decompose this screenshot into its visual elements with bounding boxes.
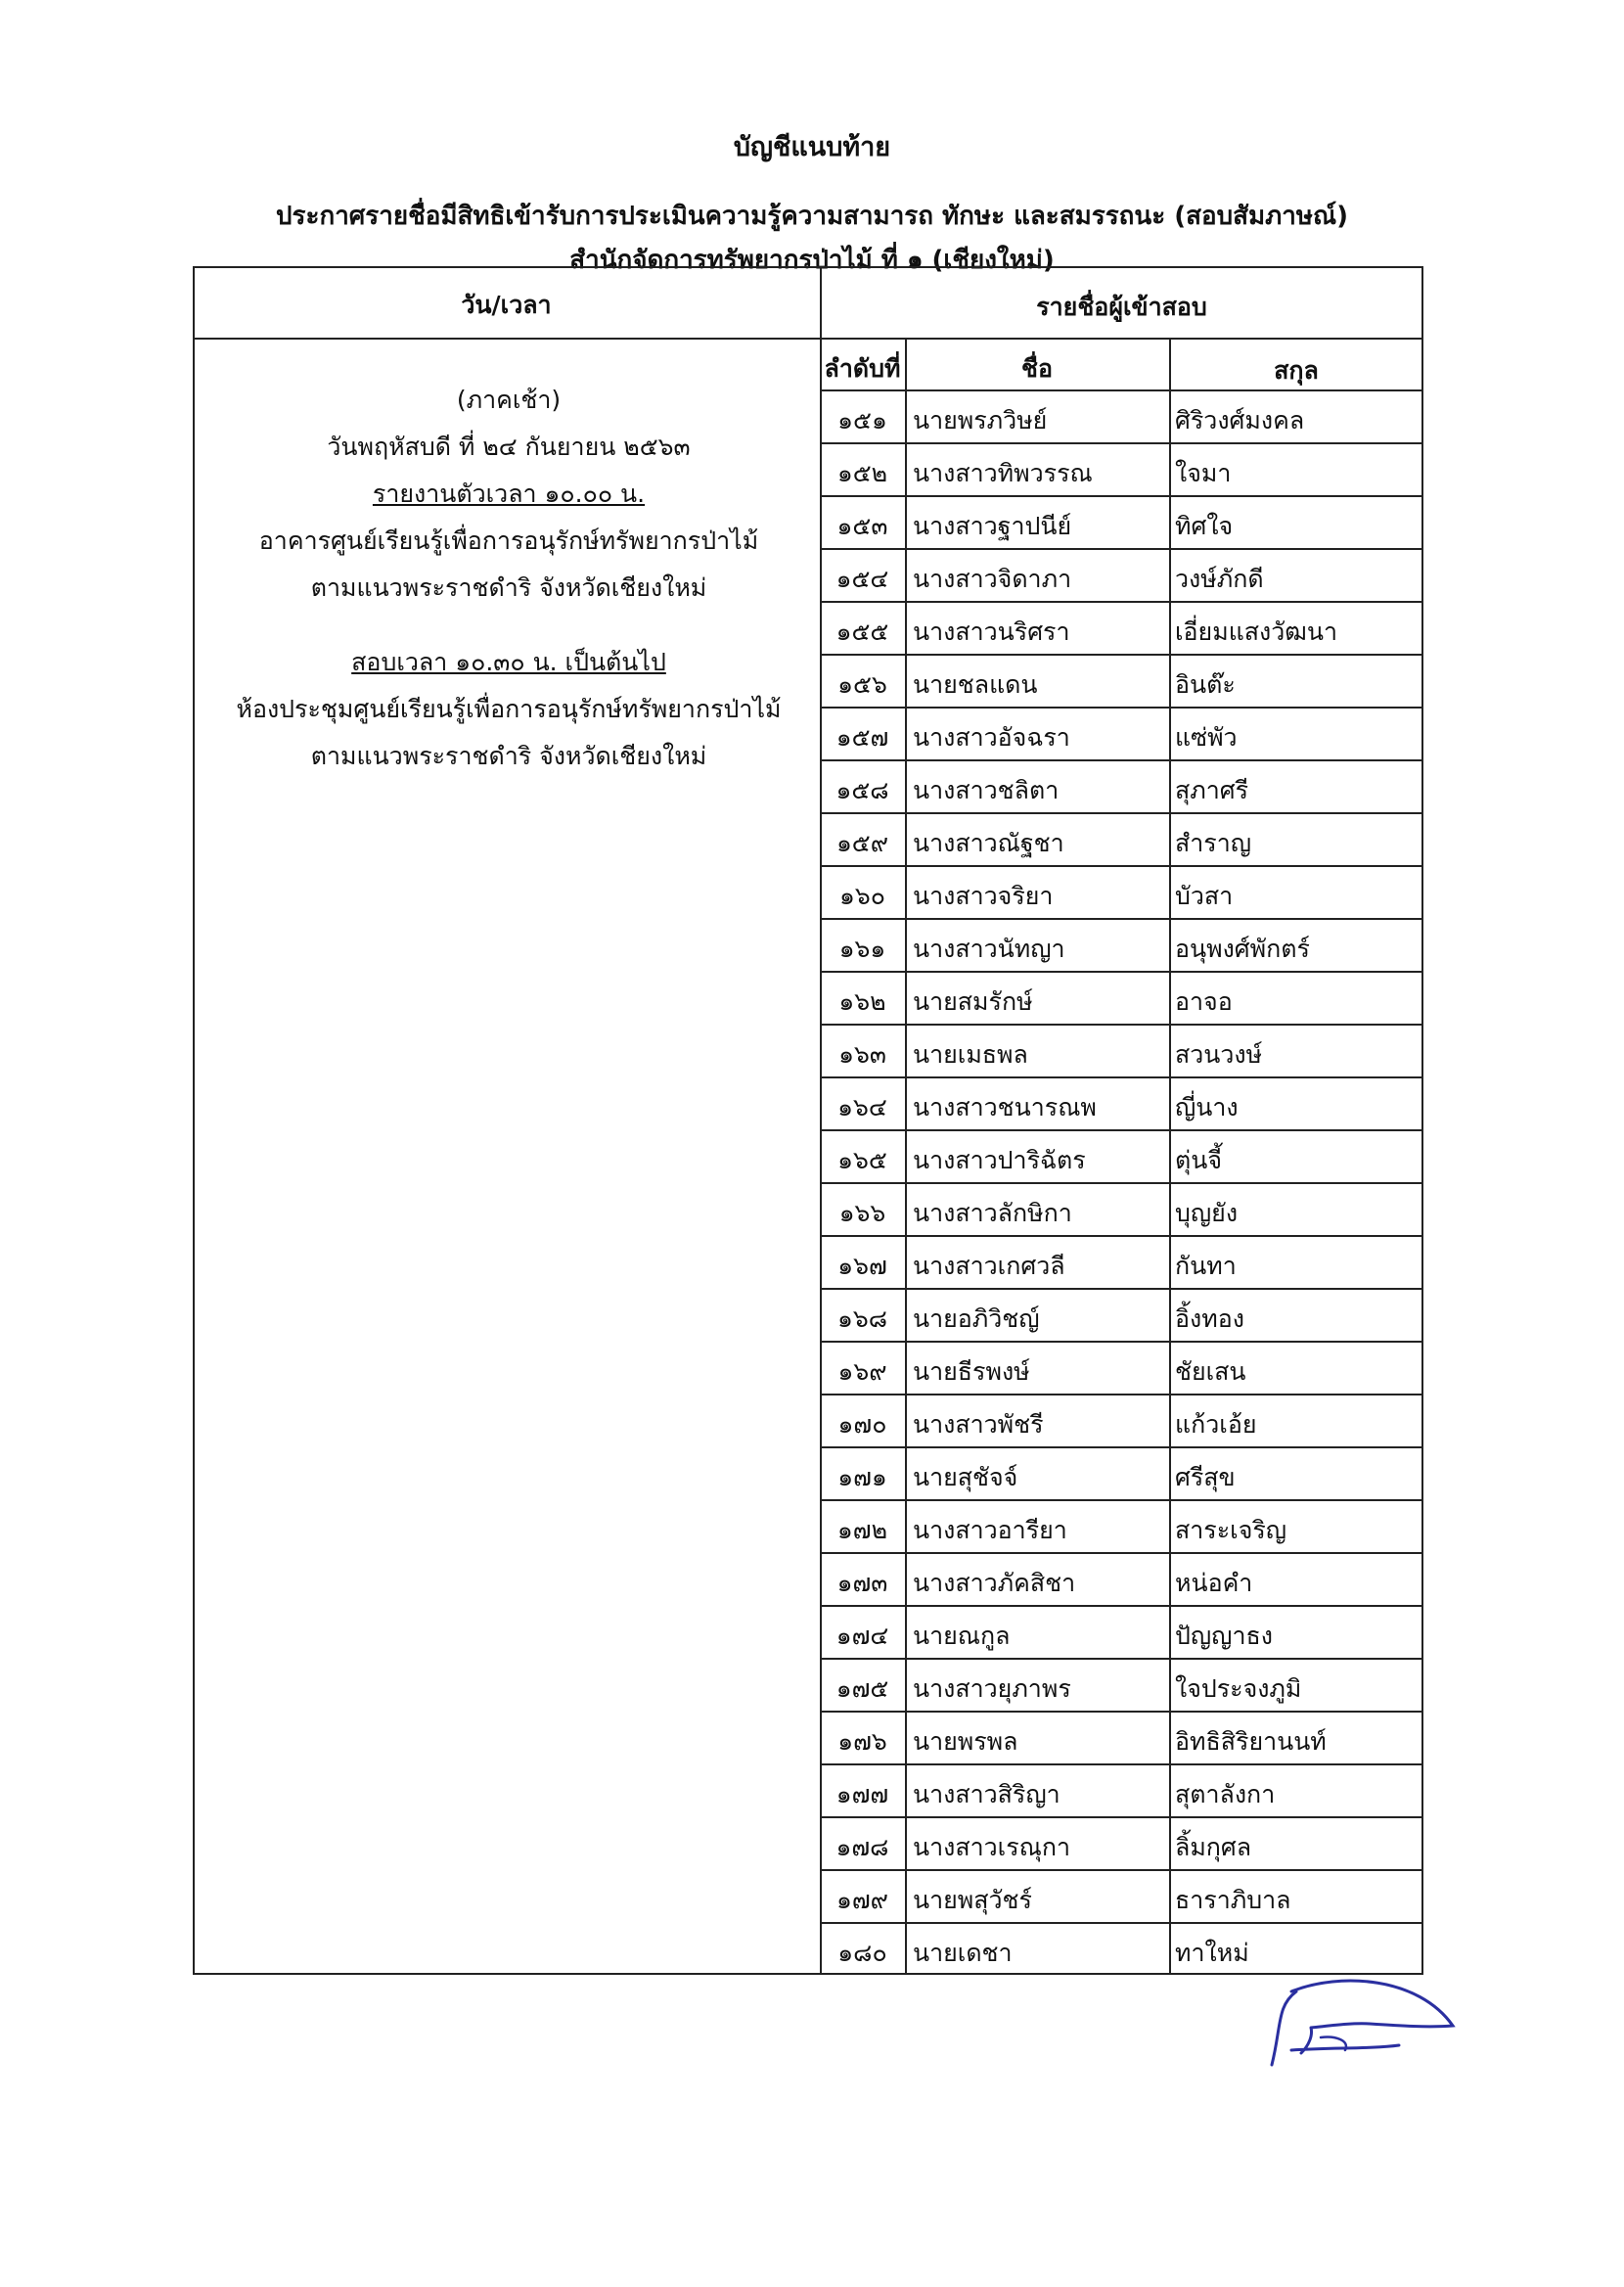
row-number: ๑๗๘: [835, 1833, 889, 1861]
report-place-line-1: อาคารศูนย์เรียนรู้เพื่อการอนุรักษ์ทรัพยากรป่าไม้: [258, 526, 759, 555]
header-datetime: วัน/เวลา: [461, 291, 552, 319]
row-last-name: บุญยัง: [1175, 1199, 1239, 1227]
row-number: ๑๕๔: [835, 565, 889, 593]
row-number: ๑๖๔: [837, 1093, 887, 1121]
row-divider: [820, 1605, 1423, 1607]
header-candidate-names: รายชื่อผู้เข้าสอบ: [1036, 293, 1207, 321]
row-last-name: แซ่พัว: [1175, 723, 1238, 752]
row-first-name: นายพรภวิษย์: [913, 406, 1048, 435]
row-divider: [820, 548, 1423, 550]
row-first-name: นางสาวทิพวรรณ: [913, 459, 1093, 487]
row-first-name: นางสาวณัฐชา: [913, 829, 1064, 857]
row-first-name: นายพสุวัชร์: [913, 1886, 1032, 1914]
row-first-name: นายชลแดน: [913, 670, 1038, 699]
row-first-name: นางสาวอัจฉรา: [913, 723, 1070, 752]
row-first-name: นางสาวชลิตา: [913, 776, 1060, 804]
row-divider: [820, 495, 1423, 497]
row-last-name: เอี่ยมแสงวัฒนา: [1175, 617, 1338, 646]
row-divider: [820, 1235, 1423, 1237]
row-number: ๑๖๐: [839, 882, 885, 910]
row-divider: [820, 1182, 1423, 1184]
row-number: ๑๕๕: [835, 617, 889, 646]
row-divider: [820, 707, 1423, 709]
row-number: ๑๖๓: [838, 1040, 886, 1069]
row-first-name: นายสุชัจจ์: [913, 1463, 1018, 1491]
row-number: ๑๕๙: [835, 829, 889, 857]
row-divider: [820, 865, 1423, 867]
header-last-name: สกุล: [1274, 356, 1319, 385]
row-first-name: นางสาวอารียา: [913, 1516, 1067, 1544]
row-last-name: ญี่นาง: [1175, 1093, 1239, 1121]
row-divider: [820, 601, 1423, 603]
row-number: ๑๖๑: [838, 935, 886, 963]
row-first-name: นางสาวพัชรี: [913, 1410, 1044, 1439]
row-first-name: นางสาวยุภาพร: [913, 1674, 1071, 1703]
row-first-name: นางสาวจิดาภา: [913, 565, 1072, 593]
row-last-name: สำราญ: [1175, 829, 1252, 857]
row-divider: [820, 1658, 1423, 1660]
row-divider: [820, 1341, 1423, 1343]
row-number: ๑๕๓: [836, 512, 888, 540]
row-first-name: นายณกูล: [913, 1622, 1011, 1650]
announcement-subtitle: ประกาศรายชื่อมีสิทธิเข้ารับการประเมินความรู้ความสามารถ ทักษะ และสมรรถนะ (สอบสัมภาษณ์): [276, 202, 1348, 231]
row-number: ๑๕๗: [835, 723, 889, 752]
report-place-line-2: ตามแนวพระราชดำริ จังหวัดเชียงใหม่: [310, 573, 707, 602]
report-time: รายงานตัวเวลา ๑๐.๐๐ น.: [372, 480, 646, 508]
row-divider: [820, 1446, 1423, 1448]
row-number: ๑๕๒: [836, 459, 888, 487]
row-number: ๑๗๗: [835, 1780, 889, 1808]
exam-date: วันพฤหัสบดี ที่ ๒๔ กันยายน ๒๕๖๓: [327, 433, 691, 461]
exam-place-line-1: ห้องประชุมศูนย์เรียนรู้เพื่อการอนุรักษ์ทรัพยากรป่าไม้: [236, 695, 782, 723]
row-divider: [820, 759, 1423, 761]
row-divider: [820, 1129, 1423, 1131]
row-first-name: นางสาวลักษิกา: [913, 1199, 1072, 1227]
row-first-name: นายอภิวิชญ์: [913, 1304, 1040, 1333]
row-last-name: อิ้งทอง: [1175, 1304, 1244, 1333]
row-number: ๑๗๖: [837, 1727, 887, 1756]
row-number: ๑๕๖: [837, 670, 887, 699]
row-last-name: อิทธิสิริยานนท์: [1175, 1727, 1327, 1756]
document-title: บัญชีแนบท้าย: [733, 132, 891, 162]
row-first-name: นางสาวนัทญา: [913, 935, 1065, 963]
row-number: ๑๗๙: [836, 1886, 888, 1914]
row-first-name: นางสาวนริศรา: [913, 617, 1070, 646]
row-last-name: บัวสา: [1175, 882, 1234, 910]
row-number: ๑๖๙: [837, 1357, 887, 1386]
row-number: ๑๖๖: [838, 1199, 886, 1227]
row-divider: [820, 442, 1423, 444]
office-name: สำนักจัดการทรัพยากรป่าไม้ ที่ ๑ (เชียงใหม่): [569, 246, 1055, 275]
handwritten-signature-icon: [1252, 1967, 1467, 2075]
row-last-name: อาจอ: [1175, 987, 1233, 1016]
column-divider: [1169, 338, 1171, 1975]
row-divider: [820, 1869, 1423, 1871]
row-first-name: นายเดชา: [913, 1939, 1013, 1967]
row-last-name: ตุ่นจี้: [1175, 1146, 1222, 1174]
row-last-name: ใจมา: [1175, 459, 1232, 487]
row-number: ๑๖๒: [838, 987, 886, 1016]
row-last-name: ธาราภิบาล: [1175, 1886, 1291, 1914]
row-last-name: ศรีสุข: [1175, 1463, 1236, 1491]
row-last-name: ใจประจงภูมิ: [1175, 1674, 1302, 1703]
row-divider: [820, 1552, 1423, 1554]
row-last-name: ทิศใจ: [1175, 512, 1234, 540]
row-first-name: นางสาวจริยา: [913, 882, 1054, 910]
row-last-name: ชัยเสน: [1175, 1357, 1246, 1386]
row-last-name: สาระเจริญ: [1175, 1516, 1287, 1544]
row-last-name: สุตาลังกา: [1175, 1780, 1276, 1808]
row-last-name: สุภาศรี: [1175, 776, 1249, 804]
row-number: ๑๖๘: [836, 1304, 888, 1333]
row-divider: [820, 1076, 1423, 1078]
row-number: ๑๕๑: [837, 406, 887, 435]
exam-place-line-2: ตามแนวพระราชดำริ จังหวัดเชียงใหม่: [310, 742, 707, 770]
row-divider: [820, 971, 1423, 973]
row-first-name: นางสาวภัคสิชา: [913, 1569, 1076, 1597]
row-number: ๑๕๘: [835, 776, 889, 804]
row-first-name: นางสาวเกศวลี: [913, 1252, 1065, 1280]
row-last-name: ปัญญาธง: [1175, 1622, 1273, 1650]
row-number: ๑๘๐: [837, 1939, 887, 1967]
row-first-name: นางสาวสิริญา: [913, 1780, 1060, 1808]
row-number: ๑๗๒: [836, 1516, 888, 1544]
row-last-name: วงษ์ภักดี: [1175, 565, 1264, 593]
column-divider: [905, 338, 907, 1975]
row-last-name: สวนวงษ์: [1175, 1040, 1263, 1069]
row-number: ๑๖๕: [837, 1146, 887, 1174]
row-number: ๑๖๗: [837, 1252, 887, 1280]
row-last-name: แก้วเอ้ย: [1175, 1410, 1257, 1439]
row-last-name: กันทา: [1175, 1252, 1237, 1280]
row-divider: [820, 1394, 1423, 1395]
row-number: ๑๗๔: [835, 1622, 889, 1650]
row-first-name: นายธีรพงษ์: [913, 1357, 1030, 1386]
row-last-name: อนุพงศ์พักตร์: [1175, 935, 1310, 963]
row-first-name: นายสมรักษ์: [913, 987, 1033, 1016]
schedule-block: [201, 377, 817, 780]
row-divider: [820, 1922, 1423, 1924]
row-first-name: นางสาวปาริฉัตร: [913, 1146, 1086, 1174]
row-divider: [820, 1499, 1423, 1501]
row-divider: [820, 1024, 1423, 1026]
exam-time: สอบเวลา ๑๐.๓๐ น. เป็นต้นไป: [351, 648, 666, 676]
row-first-name: นางสาวเรณุกา: [913, 1833, 1071, 1861]
session-label: (ภาคเช้า): [456, 386, 562, 414]
row-number: ๑๗๑: [837, 1463, 887, 1491]
row-divider: [820, 654, 1423, 656]
row-divider: [820, 812, 1423, 814]
row-first-name: นายพรพล: [913, 1727, 1018, 1756]
header-first-name: ชื่อ: [1021, 354, 1053, 383]
row-first-name: นางสาวฐาปนีย์: [913, 512, 1072, 540]
row-number: ๑๗๓: [836, 1569, 888, 1597]
row-divider: [820, 918, 1423, 920]
header-order: ลำดับที่: [824, 354, 901, 383]
row-first-name: นางสาวชนารณพ: [913, 1093, 1097, 1121]
row-last-name: อินต๊ะ: [1175, 670, 1236, 699]
row-divider: [820, 1763, 1423, 1765]
row-divider: [820, 1816, 1423, 1818]
row-first-name: นายเมธพล: [913, 1040, 1028, 1069]
row-divider: [820, 1288, 1423, 1290]
row-number: ๑๗๕: [835, 1674, 889, 1703]
row-last-name: หน่อคำ: [1175, 1569, 1253, 1597]
row-divider: [820, 1711, 1423, 1713]
header-divider: [193, 338, 1423, 340]
row-last-name: ทาใหม่: [1175, 1939, 1249, 1967]
row-last-name: ศิริวงศ์มงคล: [1175, 406, 1305, 435]
row-number: ๑๗๐: [837, 1410, 887, 1439]
row-last-name: ลิ้มกุศล: [1175, 1833, 1252, 1861]
